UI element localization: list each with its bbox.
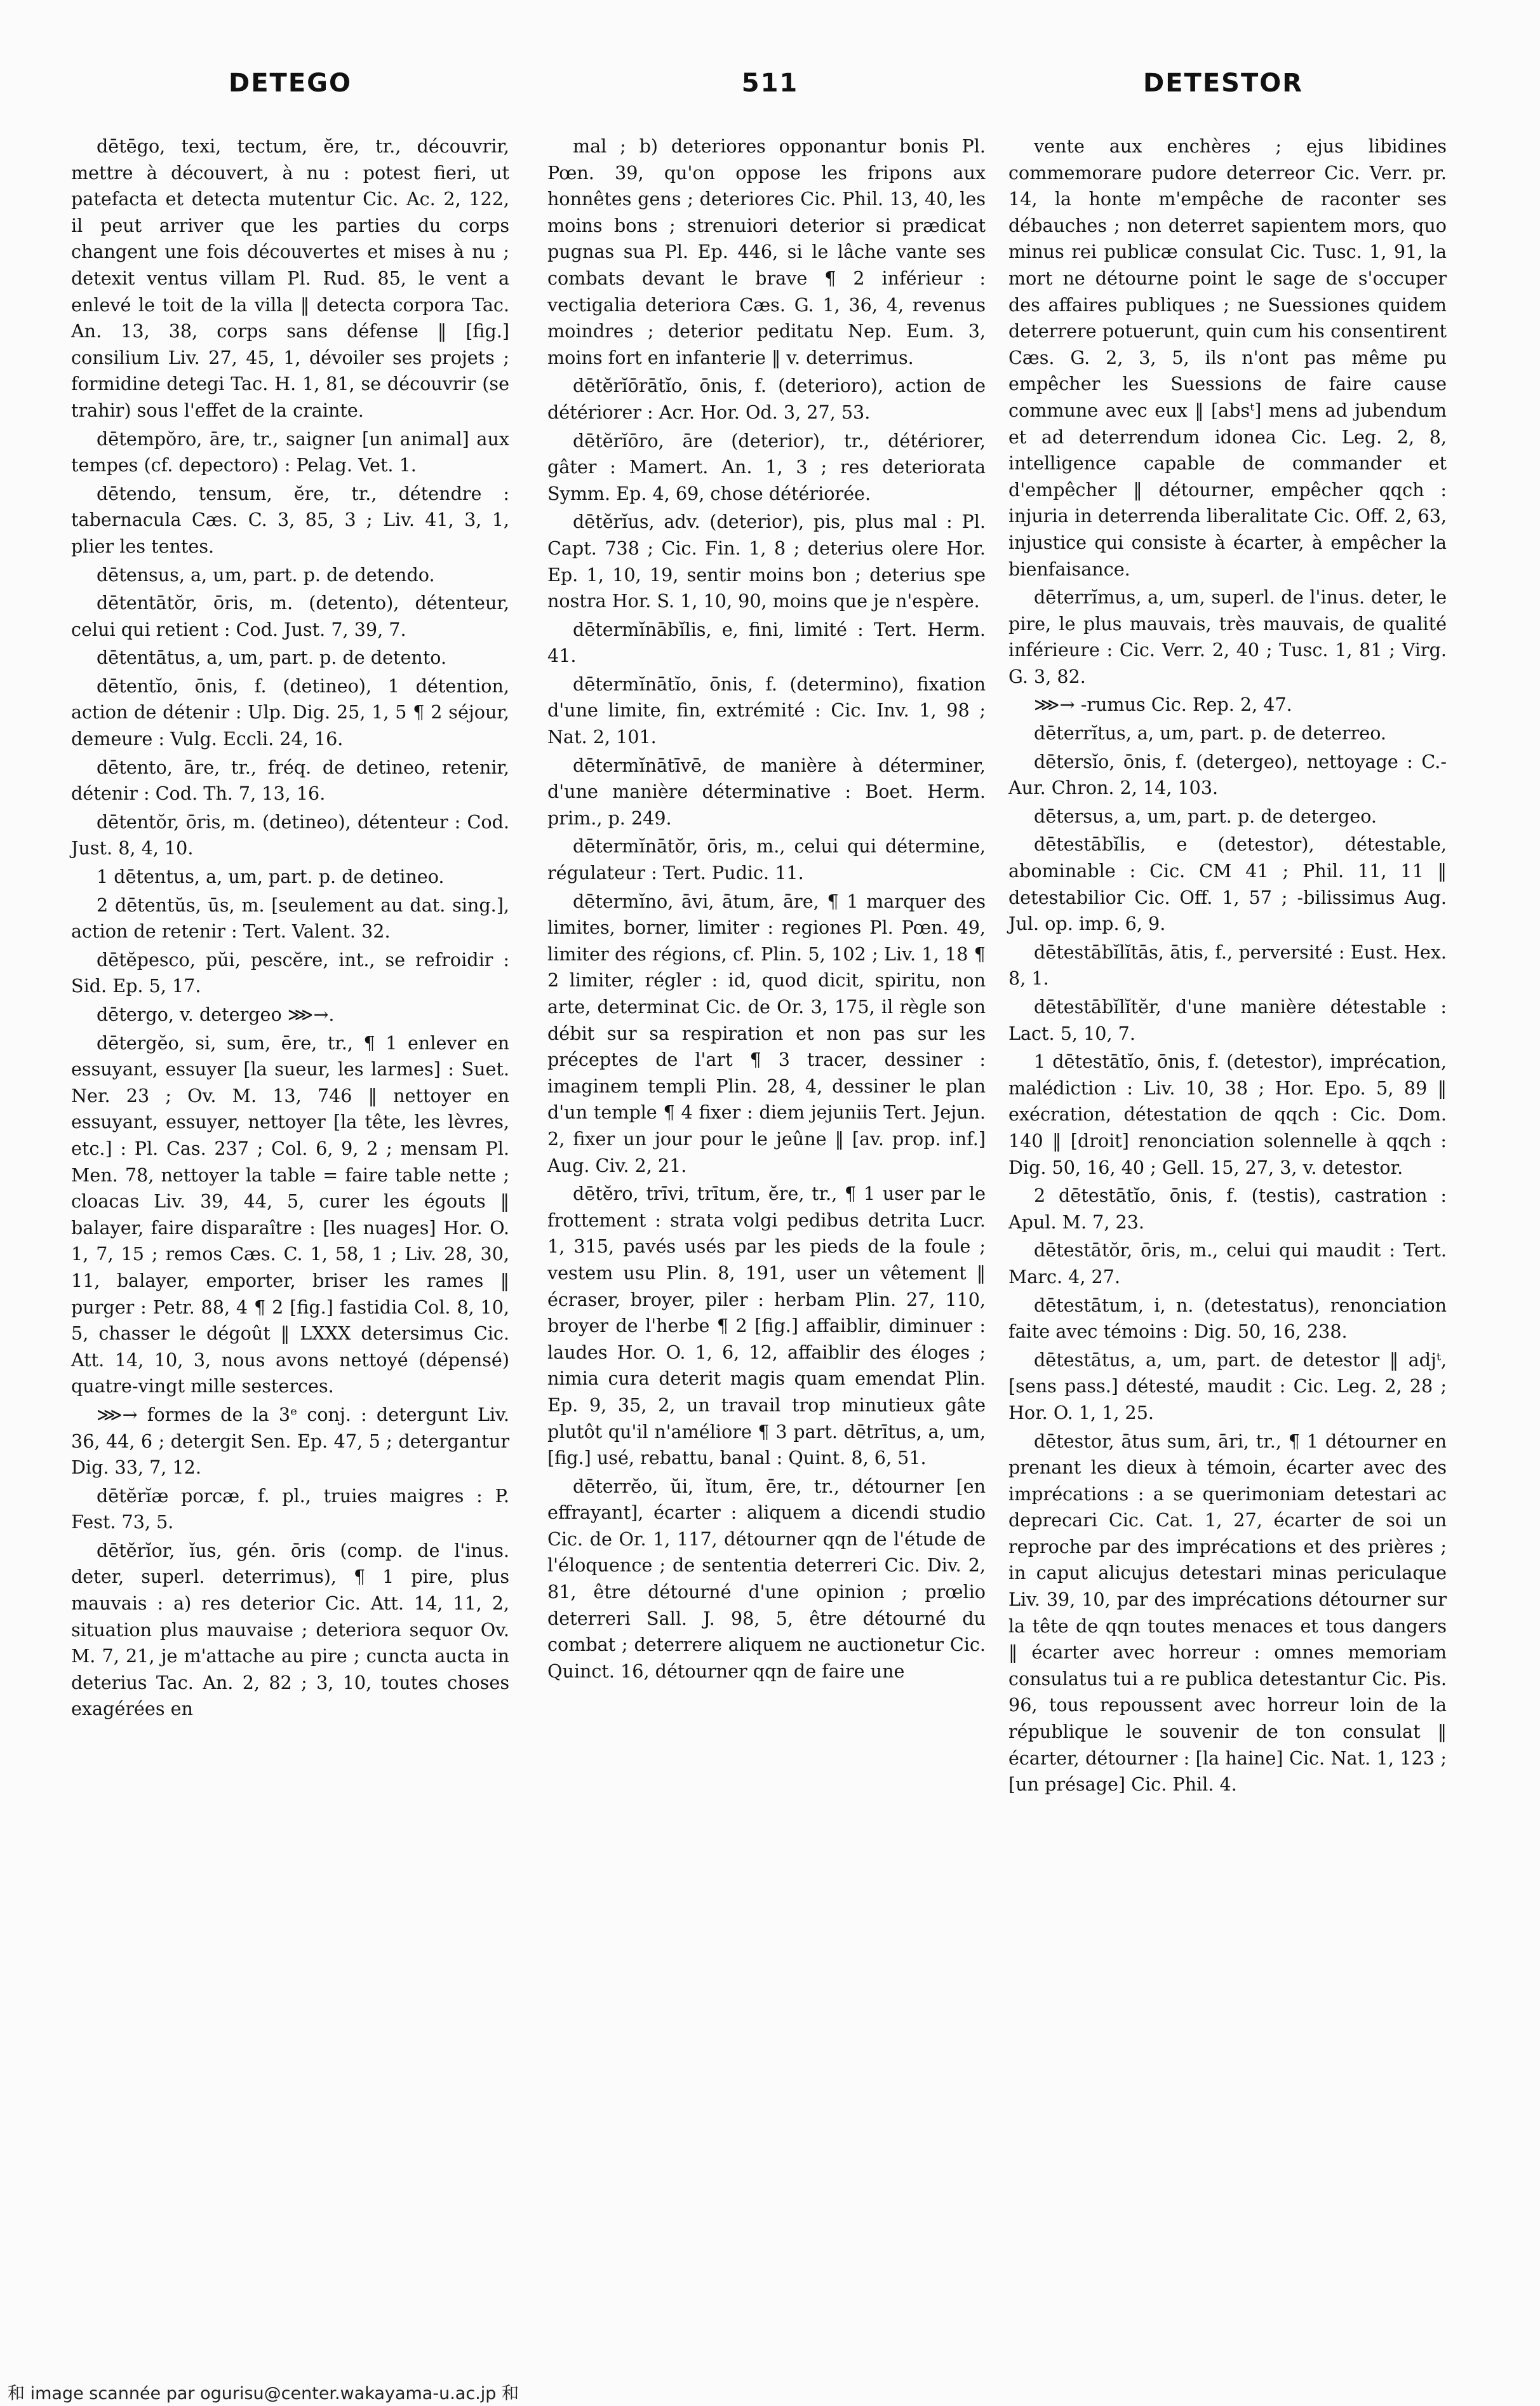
dictionary-entry: dētentŏr, ōris, m. (detineo), détenteur : Cod. Just. 8, 4, 10. [71,810,509,859]
dictionary-entry: dētentĭo, ōnis, f. (detineo), 1 détention, action de détenir : Ulp. Dig. 25, 1, 5 ¶ 2 séjour, demeure : Vulg. Eccli. 24, 16. [71,675,509,750]
dictionary-entry: dētento, āre, tr., fréq. de detineo, retenir, détenir : Cod. Th. 7, 13, 16. [71,756,509,805]
dictionary-entry: dētergo, v. detergeo ⋙→. [97,1004,335,1025]
dictionary-entry: dētestābĭlĭtĕr, d'une manière détestable : Lact. 5, 10, 7. [1008,996,1447,1044]
dictionary-entry: ⋙→ formes de la 3ᵉ conj. : detergunt Liv. 36, 44, 6 ; detergit Sen. Ep. 47, 5 ; detergantur Dig. 33, 7, 12. [71,1403,509,1479]
dictionary-entry: 2 dētestātĭo, ōnis, f. (testis), castration : Apul. M. 7, 23. [1008,1185,1447,1233]
dictionary-entry: dētersus, a, um, part. p. de detergeo. [1034,805,1377,827]
dictionary-entry: mal ; b) deteriores opponantur bonis Pl. Pœn. 39, qu'on oppose les fripons aux honnêtes gens ; deteriores Cic. Phil. 13, 40, les moins bons ; strenuiori deterior si prædicat pugnas sua Pl. Ep. 446, si le lâche vante ses combats devant le brave ¶ 2 inférieur : vectigalia deteriora Cæs. G. 1, 36, 4, revenus moindres ; deterior peditatu Nep. Eum. 3, moins fort en infanterie ‖ v. deterrimus. [547,135,986,368]
dictionary-entry: dētestor, ātus sum, āri, tr., ¶ 1 détourner en prenant les dieux à témoin, écarter avec des imprécations : a se querimoniam detestari ac deprecari Cic. Cat. 1, 27, écarter de soi un reproche par des imprécations et des prières ; in caput alicujus detestari minas periculaque Liv. 39, 10, par des imprécations détourner sur la tête de qqn toutes menaces et tous dangers ‖ écarter avec horreur : omnes memoriam consulatus tui a re publica detestantur Cic. Pis. 96, tous repoussent avec horreur loin de la république le souvenir de ton consulat ‖ écarter, détourner : [la haine] Cic. Nat. 1, 123 ; [un présage] Cic. Phil. 4. [1008,1430,1447,1796]
dictionary-entry: dēterrĭtus, a, um, part. p. de deterreo. [1034,722,1386,744]
dictionary-entry: dētĕrĭæ porcæ, f. pl., truies maigres : P. Fest. 73, 5. [71,1484,509,1533]
dictionary-entry: dētĕro, trīvi, trītum, ĕre, tr., ¶ 1 user par le frottement : strata volgi pedibus detrita Lucr. 1, 315, pavés usés par les pieds de la foule ; vestem usu Plin. 8, 191, user un vêtement ‖ écraser, broyer, piler : herbam Plin. 27, 110, broyer de l'herbe ¶ 2 [fig.] affaiblir, diminuer : laudes Hor. O. 1, 6, 12, affaiblir des éloges ; nimia cura deterit magis quam emendat Plin. Ep. 9, 35, 2, un travail trop minutieux gâte plutôt qu'il n'améliore ¶ 3 part. dētrītus, a, um, [fig.] usé, rebattu, banal : Quint. 8, 6, 51. [547,1183,986,1469]
dictionary-entry: dētermĭnātīvē, de manière à déterminer, d'une manière déterminative : Boet. Herm. prim., p. 249. [547,754,986,829]
dictionary-entry: dētestātus, a, um, part. de detestor ‖ adjᵗ, [sens pass.] détesté, maudit : Cic. Leg. 2, 28 ; Hor. O. 1, 1, 25. [1008,1348,1447,1423]
dictionary-entry: dētensus, a, um, part. p. de detendo. [97,563,435,586]
dictionary-entry: dētĕrĭus, adv. (deterior), pis, plus mal : Pl. Capt. 738 ; Cic. Fin. 1, 8 ; deterius olere Hor. Ep. 1, 10, 19, sentir moins bon ; deterius spe nostra Hor. S. 1, 10, 90, moins que je n'espère. [547,511,986,612]
dictionary-entry: dētentātŏr, ōris, m. (detento), détenteur, celui qui retient : Cod. Just. 7, 39, 7. [71,592,509,640]
dictionary-entry: dētendo, tensum, ĕre, tr., détendre : tabernacula Cæs. C. 3, 85, 3 ; Liv. 41, 3, 1, plier les tentes. [71,482,509,557]
dictionary-entry: dētĕrĭōro, āre (deterior), tr., détériorer, gâter : Mamert. An. 1, 3 ; res deteriorata Symm. Ep. 4, 69, chose détériorée. [547,429,986,504]
dictionary-entry: dētergĕo, si, sum, ēre, tr., ¶ 1 enlever en essuyant, essuyer [la sueur, les larmes] : Suet. Ner. 23 ; Ov. M. 13, 746 ‖ nettoyer en essuyant, essuyer, nettoyer [la tête, les lèvres, etc.] : Pl. Cas. 237 ; Col. 6, 9, 2 ; mensam Pl. Men. 78, nettoyer la table = faire table nette ; cloacas Liv. 39, 44, 5, curer les égouts ‖ balayer, faire disparaître : [les nuages] Hor. O. 1, 7, 15 ; remos Cæs. C. 1, 58, 1 ; Liv. 28, 30, 11, balayer, emporter, briser les rames ‖ purger : Petr. 88, 4 ¶ 2 [fig.] fastidia Col. 8, 10, 5, chasser le dégoût ‖ LXXX detersimus Cic. Att. 14, 10, 3, nous avons nettoyé (dépensé) quatre-vingt mille sesterces. [71,1032,509,1397]
dictionary-entry: dētestābĭlis, e (detestor), détestable, abominable : Cic. CM 41 ; Phil. 11, 11 ‖ detestabilior Cic. Off. 1, 57 ; -bilissimus Aug. Jul. op. imp. 6, 9. [1008,833,1447,935]
dictionary-entry: dētestātŏr, ōris, m., celui qui maudit : Tert. Marc. 4, 27. [1008,1239,1447,1287]
dictionary-entry: 1 dētestātĭo, ōnis, f. (detestor), imprécation, malédiction : Liv. 10, 38 ; Hor. Epo. 5, 89 ‖ exécration, détestation de qqch : Cic. Dom. 140 ‖ [droit] renonciation solennelle à qqch : Dig. 50, 16, 40 ; Gell. 15, 27, 3, v. detestor. [1008,1051,1447,1178]
header-right-guide-word: DETESTOR [1143,69,1304,98]
dictionary-entry: dēterrĭmus, a, um, superl. de l'inus. deter, le pire, le plus mauvais, très mauvais, de qualité inférieure : Cic. Verr. 2, 40 ; Tusc. 1, 81 ; Virg. G. 3, 82. [1008,586,1447,687]
dictionary-entry: vente aux enchères ; ejus libidines commemorare pudore deterreor Cic. Verr. pr. 14, la honte m'empêche de raconter ses débauches ; non deterret sapientem mors, quo minus rei publicæ consulat Cic. Tusc. 1, 91, la mort ne détourne point le sage de s'occuper des affaires publiques ; ne Suessiones quidem deterrere potuerunt, quin cum his consentirent Cæs. G. 2, 3, 5, ils n'ont pas même pu empêcher les Suessions de faire cause commune avec eux ‖ [absᵗ] mens ad jubendum et ad deterrendum idonea Cic. Leg. 2, 8, intelligence capable de commander et d'empêcher ‖ détourner, empêcher qqch : injuria in deterrenda liberalitate Cic. Off. 2, 63, injustice qui consiste à écarter, à empêcher la bienfaisance. [1008,135,1447,580]
dictionary-entry: 1 dētentus, a, um, part. p. de detineo. [97,866,445,888]
column-1 [71,133,509,1724]
dictionary-entry: dētĕpesco, pŭi, pescĕre, int., se refroidir : Sid. Ep. 5, 17. [71,948,509,997]
dictionary-entry: dētersĭo, ōnis, f. (detergeo), nettoyage : C.-Aur. Chron. 2, 14, 103. [1008,750,1447,799]
dictionary-entry: dētentātus, a, um, part. p. de detento. [97,647,447,669]
dictionary-entry: dētempŏro, āre, tr., saigner [un animal] aux tempes (cf. depectoro) : Pelag. Vet. 1. [71,427,509,476]
dictionary-entry: dētestābĭlĭtās, ātis, f., perversité : Eust. Hex. 8, 1. [1008,941,1447,990]
column-3 [1008,133,1447,1800]
header-left-guide-word: DETEGO [229,69,352,98]
dictionary-entry: 2 dētentŭs, ūs, m. [seulement au dat. sing.], action de retenir : Tert. Valent. 32. [71,894,509,943]
dictionary-entry: dētēgo, texi, tectum, ĕre, tr., découvrir, mettre à découvert, à nu : potest fieri, ut patefacta et detecta mutentur Cic. Ac. 2, 122, il peut arriver que les parties du corps changent une fois découvertes et mises à nu ; detexit ventus villam Pl. Rud. 85, le vent a enlevé le toit de la villa ‖ detecta corpora Tac. An. 13, 38, corps sans défense ‖ [fig.] consilium Liv. 27, 45, 1, dévoiler ses projets ; formidine detegi Tac. H. 1, 81, se découvrir (se trahir) sous l'effet de la crainte. [71,135,509,421]
column-2 [547,133,986,1686]
dictionary-entry: ⋙→ -rumus Cic. Rep. 2, 47. [1034,694,1292,716]
dictionary-entry: dētestātum, i, n. (detestatus), renonciation faite avec témoins : Dig. 50, 16, 238. [1008,1294,1447,1343]
scan-credit: 和 image scannée par ogurisu@center.wakayama-u.ac.jp 和 [8,2384,519,2403]
dictionary-entry: dētermĭno, āvi, ātum, āre, ¶ 1 marquer des limites, borner, limiter : regiones Pl. Pœn. 49, limiter des régions, cf. Plin. 5, 102 ; Liv. 1, 18 ¶ 2 limiter, régler : id, quod dicit, spiritu, non arte, determinat Cic. de Or. 3, 175, il règle son débit sur sa respiration et non pas sur les préceptes de l'art ¶ 3 tracer, dessiner : imaginem templi Plin. 28, 4, dessiner le plan d'un temple ¶ 4 fixer : diem jejuniis Tert. Jejun. 2, fixer un jour pour le jeûne ‖ [av. prop. inf.] Aug. Civ. 2, 21. [547,890,986,1176]
dictionary-entry: dētermĭnābĭlis, e, fini, limité : Tert. Herm. 41. [547,618,986,667]
dictionary-entry: dētermĭnātŏr, ōris, m., celui qui détermine, régulateur : Tert. Pudic. 11. [547,835,986,884]
dictionary-entry: dētĕrĭōrātĭo, ōnis, f. (deterioro), action de détériorer : Acr. Hor. Od. 3, 27, 53. [547,375,986,423]
dictionary-entry: dēterrĕo, ŭi, ĭtum, ēre, tr., détourner [en effrayant], écarter : aliquem a dicendi studio Cic. de Or. 1, 117, détourner qqn de l'étude de l'éloquence ; de sententia deterreri Cic. Div. 2, 81, être détourné d'une opinion ; prœlio deterreri Sall. J. 98, 5, être détourné du combat ; deterrere aliquem ne auctionetur Cic. Quinct. 16, détourner qqn de faire une [547,1475,986,1682]
dictionary-entry: dētermĭnātĭo, ōnis, f. (determino), fixation d'une limite, fin, extrémité : Cic. Inv. 1, 98 ; Nat. 2, 101. [547,673,986,748]
dictionary-entry: dētĕrĭor, ĭus, gén. ōris (comp. de l'inus. deter, superl. deterrimus), ¶ 1 pire, plus mauvais : a) res deterior Cic. Att. 14, 11, 2, situation plus mauvaise ; deteriora sequor Ov. M. 7, 21, je m'attache au pire ; cuncta aucta in deterius Tac. An. 2, 82 ; 3, 10, toutes choses exagérées en [71,1539,509,1720]
page-number: 511 [741,69,799,98]
